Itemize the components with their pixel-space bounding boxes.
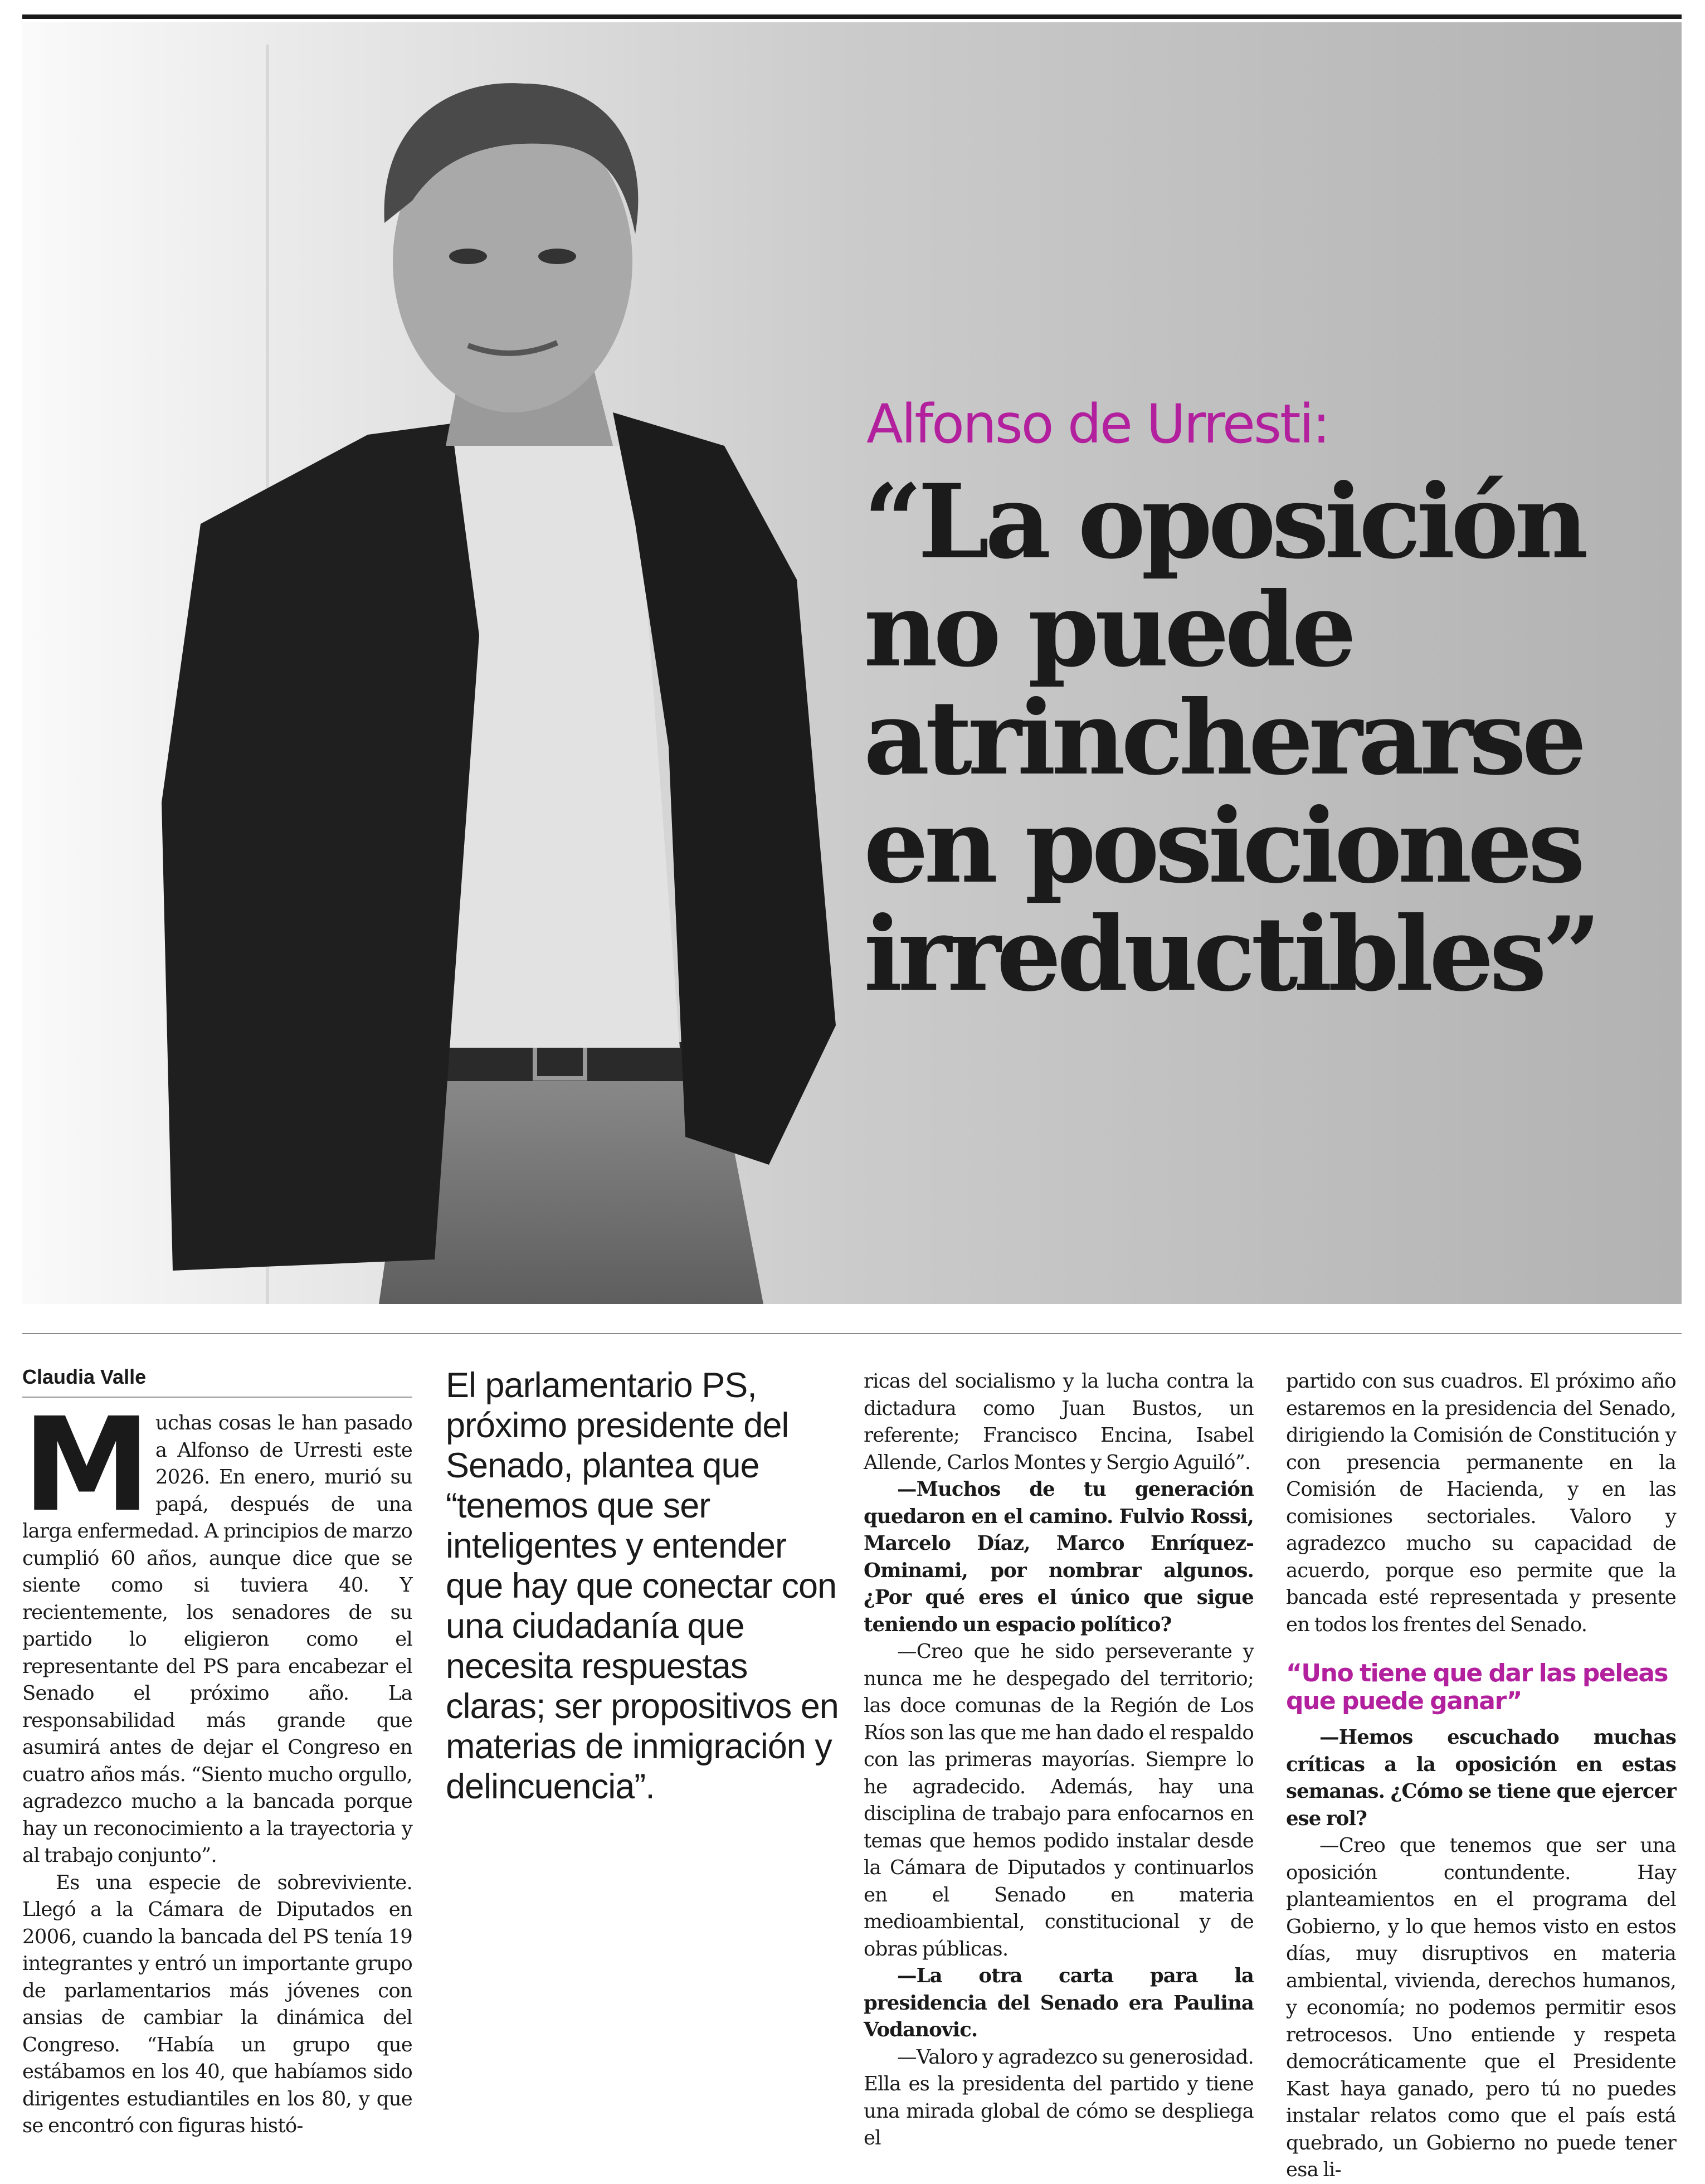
section-divider [22, 1333, 1682, 1334]
article-column-4 [1286, 1368, 1676, 2181]
interview-question: —Muchos de tu generación quedaron en el camino. Fulvio Rossi, Marcelo Díaz, Marco Enríquez-Ominami, por nombrar algunos. ¿Por qué eres el único que sigue teniendo un espacio político? [864, 1478, 1254, 1636]
interview-answer: —Creo que he sido perseverante y nunca me he despegado del territorio; las doce comunas de la Región de Los Ríos son las que me han dado el respaldo con las primeras mayorías. Siempre lo he agradecido. Además, hay una disciplina de trabajo para enfocarnos en temas que hemos podido instalar desde la Cámara de Diputados y continuarlos en el Senado en materia medioambiental, constitucional y de obras públicas. [864, 1640, 1254, 1961]
interview-question: —La otra carta para la presidencia del Senado era Paulina Vodanovic. [864, 1964, 1254, 2041]
eye-left [449, 249, 487, 264]
article-column-1 [22, 1390, 412, 2137]
interview-question: —Hemos escuchado muchas críticas a la oposición en estas semanas. ¿Cómo se tiene que ejercer ese rol? [1286, 1726, 1676, 1830]
interview-answer: —Creo que tenemos que ser una oposición contundente. Hay planteamientos en el programa del Gobierno, y lo que hemos visto en estos días, muy disruptivos en materia ambiental, vivienda, derechos humanos, y economía; no podemos permitir esos retrocesos. Uno entiende y respeta democráticamente que el Presidente Kast haya ganado, pero tú no puedes instalar relatos como que el país está quebrado, un Gobierno no puede tener esa li- [1286, 1834, 1676, 2181]
belt [412, 1042, 724, 1081]
article-paragraph [22, 1390, 412, 1870]
interview-answer: —Valoro y agradezco su generosidad. Ella es la presidenta del partido y tiene una mirada global de cómo se despliega el [864, 2045, 1254, 2149]
byline: Claudia Valle [22, 1365, 412, 1398]
article-paragraph: ricas del socialismo y la lucha contra la dictadura como Juan Bustos, un referente; Francisco Encina, Isabel Allende, Carlos Montes y Sergio Aguiló”. [864, 1370, 1254, 1474]
eye-right [538, 249, 576, 264]
kicker: Alfonso de Urresti: [866, 393, 1329, 455]
paragraph-text: uchas cosas le han pasado a Alfonso de Urresti este 2026. En enero, murió su papá, después de una larga enfermedad. A principios de marzo cumplió 60 años, aunque dice que se siente como si tuviera 40. Y recientemente, los senadores de su partido lo eligieron como el representante del PS para encabezar el Senado el próximo año. La responsabilidad más grande que asumirá antes de dejar el Congreso en cuatro años más. “Siento mucho orgullo, agradezco mucho a la bancada porque hay un reconocimiento a la trayectoria y al trabajo conjunto”. [22, 1412, 412, 1867]
jacket-left [162, 424, 479, 1271]
article-paragraph: Es una especie de sobreviviente. Llegó a la Cámara de Diputados en 2006, cuando la bancada del PS tenía 19 integrantes y entró un importante grupo de parlamentarios más jóvenes con ansias de cambiar la dinámica del Congreso. “Había un grupo que estábamos en los 40, que habíamos sido dirigentes estudiantiles en los 80, y que se encontró con figuras histó- [22, 1871, 412, 2137]
interview-answer: partido con sus cuadros. El próximo año estaremos en la presidencia del Senado, dirigiendo la Comisión de Constitución y con presencia permanente en la Comisión de Hacienda, y en las comisiones sectoriales. Valoro y agradezco mucho su capacidad de acuerdo, porque eso permite que la bancada esté representada y presente en todos los frentes del Senado. [1286, 1370, 1676, 1636]
drop-cap: M [22, 1390, 148, 1540]
article-column-3 [864, 1368, 1254, 2149]
top-rule [22, 14, 1682, 19]
section-subhead: “Uno tiene que dar las peleas que puede ganar” [1286, 1659, 1668, 1715]
headline: “La oposición no puede atrincherarse en posiciones irreductibles” [864, 462, 1597, 1014]
pull-quote: El parlamentario PS, próximo presidente del Senado, plantea que “tenemos que ser inteligentes y entender que hay que conectar con una ciudadanía que necesita respuestas claras; ser propositivos en materias de inmigración y delincuencia”. [446, 1366, 839, 1806]
